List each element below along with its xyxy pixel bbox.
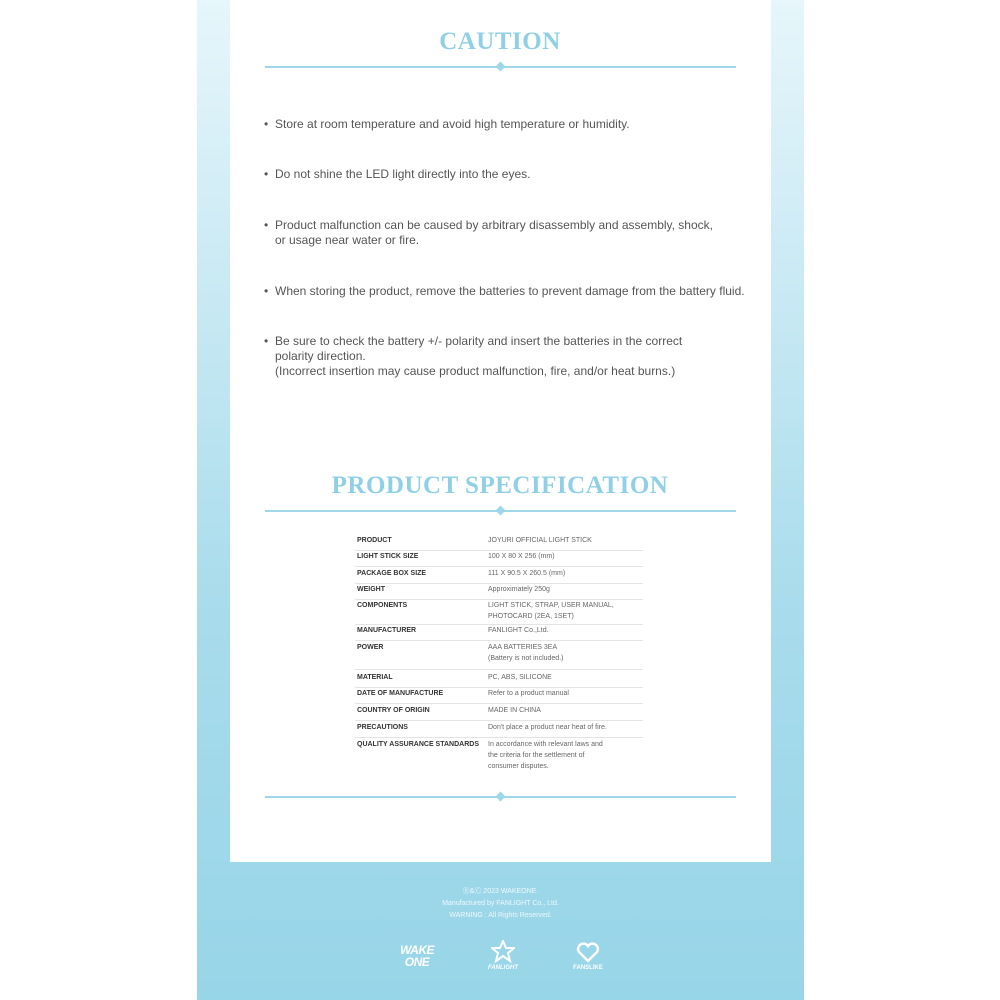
- fanlight-logo: [478, 940, 528, 972]
- spec-value: 100 X 80 X 256 (mm): [488, 553, 555, 560]
- bullet-icon: •: [264, 284, 269, 298]
- fanlight-logo-text: FANLIGHT: [488, 965, 518, 971]
- spec-value: Don't place a product near heat of fire.: [488, 724, 607, 731]
- table-row: [355, 535, 643, 551]
- spec-label: PRODUCT: [357, 537, 392, 544]
- caution-text: Product malfunction can be caused by arbitrary disassembly and assembly, shock, or usage near water or fire.: [275, 218, 713, 247]
- table-row: [355, 739, 643, 775]
- fanslike-logo-text: FANSLIKE: [573, 965, 603, 971]
- table-row: [355, 568, 643, 584]
- spec-value: Refer to a product manual: [488, 690, 569, 697]
- spec-value: PC, ABS, SILICONE: [488, 674, 552, 681]
- table-row: [355, 551, 643, 567]
- caution-text: When storing the product, remove the batteries to prevent damage from the battery fluid.: [275, 284, 745, 298]
- spec-value: JOYURI OFFICIAL LIGHT STICK: [488, 537, 592, 544]
- table-row: [355, 642, 643, 670]
- spec-label: PACKAGE BOX SIZE: [357, 570, 427, 577]
- spec-label: LIGHT STICK SIZE: [357, 553, 419, 560]
- spec-value: AAA BATTERIES 3EA (Battery is not included.): [488, 644, 564, 662]
- spec-label: WEIGHT: [357, 586, 385, 593]
- spec-title: PRODUCT SPECIFICATION: [331, 472, 669, 499]
- table-row: [355, 688, 643, 704]
- table-row: [355, 584, 643, 600]
- spec-label: MANUFACTURER: [357, 627, 417, 634]
- spec-label: COUNTRY OF ORIGIN: [357, 707, 430, 714]
- bullet-icon: •: [264, 117, 269, 131]
- spec-label: POWER: [357, 644, 384, 651]
- spec-value: LIGHT STICK, STRAP, USER MANUAL, PHOTOCARD (2EA, 1SET): [488, 602, 614, 620]
- bullet-icon: •: [264, 334, 269, 348]
- spec-label: QUALITY ASSURANCE STANDARDS: [357, 741, 479, 748]
- fanslike-heart-icon: [576, 940, 600, 964]
- warning-line: WARNING : All Rights Reserved.: [449, 912, 552, 919]
- caution-title: CAUTION: [439, 28, 561, 55]
- table-row: [355, 705, 643, 721]
- spec-label: MATERIAL: [357, 674, 393, 681]
- table-row: [355, 672, 643, 688]
- caution-text: Be sure to check the battery +/- polarity and insert the batteries in the correct polarity direction. (Incorrect insertion may cause product malfunction, fire, and/or heat burns.): [275, 334, 683, 378]
- copyright-line: Ⓡ&Ⓒ 2023 WAKEONE.: [462, 888, 539, 895]
- spec-value: FANLIGHT Co.,Ltd.: [488, 627, 549, 634]
- table-row: [355, 600, 643, 625]
- table-row: [355, 625, 643, 641]
- spec-value: MADE IN CHINA: [488, 707, 541, 714]
- wakeone-logo-top: WAKE: [400, 943, 434, 957]
- bullet-icon: •: [264, 167, 269, 181]
- manufacturer-line: Manufactured by FANLIGHT Co., Ltd.: [442, 900, 559, 907]
- spec-value: Approximately 250g: [488, 586, 550, 593]
- spec-value: In accordance with relevant laws and the criteria for the settlement of consumer disputes.: [488, 741, 603, 770]
- caution-text: Do not shine the LED light directly into the eyes.: [275, 167, 531, 181]
- spec-label: PRECAUTIONS: [357, 724, 408, 731]
- spec-label: DATE OF MANUFACTURE: [357, 690, 444, 697]
- table-row: [355, 722, 643, 738]
- caution-text: Store at room temperature and avoid high temperature or humidity.: [275, 117, 630, 131]
- spec-label: COMPONENTS: [357, 602, 408, 609]
- fanslike-logo: [563, 940, 613, 972]
- spec-value: 111 X 90.5 X 260.5 (mm): [488, 570, 566, 577]
- wakeone-logo: [392, 944, 442, 968]
- wakeone-logo-bottom: ONE: [404, 955, 430, 969]
- bullet-icon: •: [264, 218, 269, 232]
- fanlight-star-icon: [491, 940, 515, 964]
